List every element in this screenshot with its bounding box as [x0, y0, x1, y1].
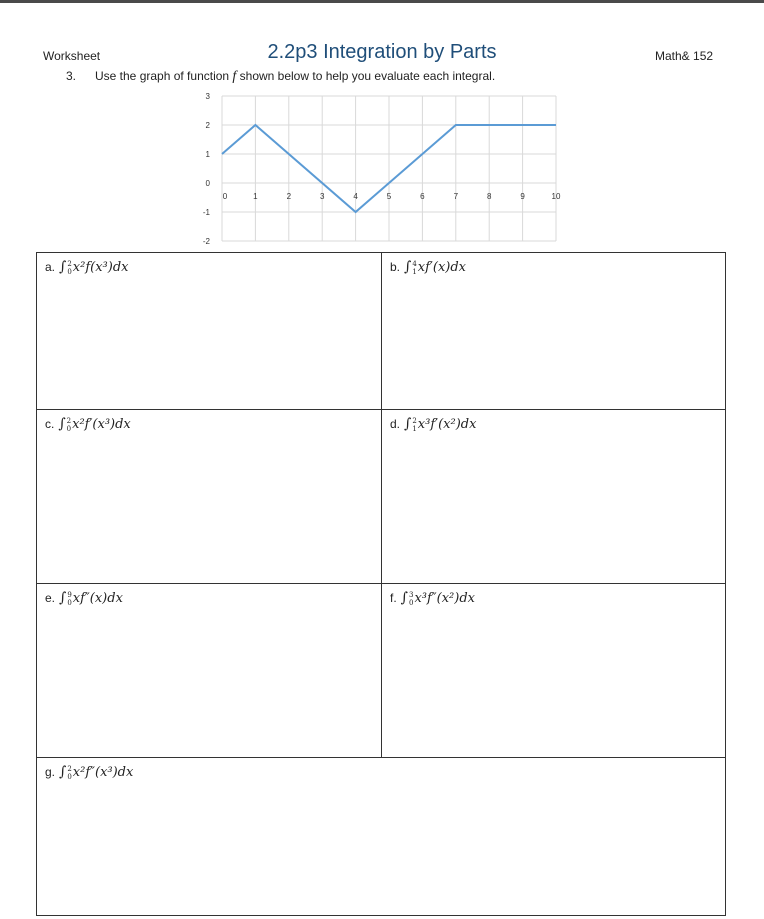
- upper-limit: 2: [67, 764, 72, 773]
- x-tick-label: 4: [353, 192, 358, 201]
- integral-sign: ∫: [404, 416, 412, 432]
- problem-g-box[interactable]: [36, 757, 726, 916]
- problem-e-box[interactable]: [36, 583, 382, 758]
- integrand: x²f′(x³)dx: [72, 417, 131, 432]
- problem-letter: e.: [45, 591, 56, 605]
- lower-limit: 0: [408, 598, 414, 607]
- integrand: x³f″(x²)dx: [414, 591, 475, 606]
- lower-limit: 0: [67, 267, 72, 276]
- problem-c-box[interactable]: [36, 409, 382, 584]
- problem-c-label: [45, 416, 131, 433]
- integrand: x³f′(x²)dx: [417, 417, 477, 432]
- y-tick-label: 2: [205, 121, 210, 130]
- y-tick-label: 3: [205, 92, 210, 101]
- question-number: 3.: [66, 69, 77, 83]
- problem-letter: c.: [45, 417, 55, 431]
- x-tick-label: 9: [520, 192, 525, 201]
- lower-limit: 1: [412, 424, 417, 433]
- x-tick-label: 8: [486, 192, 492, 201]
- problem-letter: b.: [390, 260, 401, 274]
- y-tick-label: 1: [205, 150, 210, 159]
- x-tick-label: 5: [386, 192, 392, 201]
- question-text-after: shown below to help you evaluate each integral.: [236, 69, 496, 83]
- y-tick-label: -2: [202, 237, 210, 246]
- upper-limit: 2: [412, 416, 417, 425]
- problem-a-box[interactable]: [36, 252, 382, 410]
- integral-sign: ∫: [400, 590, 408, 606]
- x-tick-label: 1: [253, 192, 258, 201]
- problem-f-label: [390, 590, 475, 607]
- problem-letter: f.: [390, 591, 397, 605]
- integrand: x²f(x³)dx: [72, 260, 129, 275]
- lower-limit: 0: [67, 598, 72, 607]
- problem-d-label: [390, 416, 476, 433]
- integrand: x²f″(x³)dx: [72, 765, 134, 780]
- upper-limit: 3: [408, 590, 414, 599]
- problem-b-label: [390, 259, 466, 276]
- problem-e-label: [45, 590, 123, 607]
- upper-limit: 4: [412, 259, 417, 268]
- problem-b-box[interactable]: [381, 252, 726, 410]
- problem-d-box[interactable]: [381, 409, 726, 584]
- problem-letter: g.: [45, 765, 56, 779]
- problem-letter: a.: [45, 260, 56, 274]
- y-tick-label: 0: [205, 179, 210, 188]
- function-graph: [0, 0, 764, 250]
- upper-limit: 2: [66, 416, 72, 425]
- x-tick-label: 6: [420, 192, 425, 201]
- lower-limit: 0: [67, 772, 72, 781]
- integral-sign: ∫: [58, 416, 66, 432]
- problem-f-box[interactable]: [381, 583, 726, 758]
- page-title: 2.2p3 Integration by Parts: [267, 41, 497, 63]
- worksheet-label: Worksheet: [43, 49, 101, 63]
- x-tick-label: 7: [453, 192, 459, 201]
- integral-sign: ∫: [59, 590, 67, 606]
- integrand: xf′(x)dx: [417, 260, 467, 275]
- x-tick-label: 3: [319, 192, 325, 201]
- lower-limit: 0: [66, 424, 72, 433]
- integral-sign: ∫: [59, 259, 67, 275]
- y-tick-label: -1: [202, 208, 210, 217]
- x-tick-label: 0: [222, 192, 228, 201]
- upper-limit: 2: [67, 259, 72, 268]
- x-tick-label: 2: [286, 192, 292, 201]
- upper-limit: 9: [67, 590, 72, 599]
- x-tick-label: 10: [551, 192, 561, 201]
- question-function-var: f: [232, 69, 237, 84]
- lower-limit: 1: [412, 267, 417, 276]
- question-text-before: Use the graph of function: [95, 69, 233, 83]
- problem-g-label: [45, 764, 133, 781]
- problem-a-label: [45, 259, 128, 276]
- integral-sign: ∫: [404, 259, 412, 275]
- course-label: Math& 152: [655, 49, 714, 63]
- integral-sign: ∫: [59, 764, 67, 780]
- problem-letter: d.: [390, 417, 401, 431]
- integrand: xf″(x)dx: [72, 591, 123, 606]
